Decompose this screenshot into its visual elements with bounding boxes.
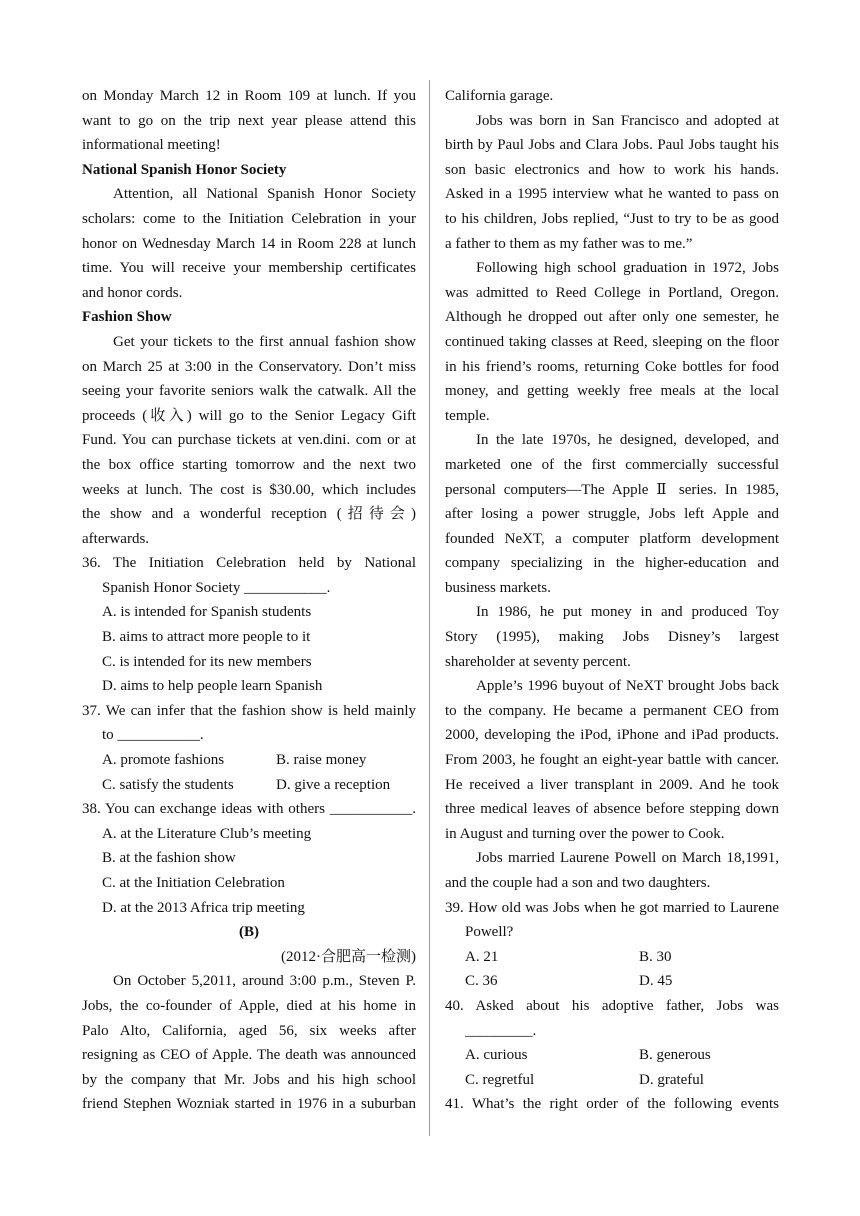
option-a-text: A. promote fashions [102,752,225,769]
left-column-line: A. at the Literature Club’s meeting [102,825,312,842]
left-column-line: on March 25 at 3:00 in the Conservatory. Don’t miss [82,358,416,375]
right-column-line: Story (1995), making Jobs Disney’s largest [445,629,779,646]
left-column-line: Jobs, the co-founder of Apple, died at his home in [82,997,416,1014]
option-b-text: D. give a reception [276,776,391,793]
right-column-line: in August and turning over the power to Cook. [445,825,725,842]
option-a-text: A. 21 [465,948,499,965]
left-column-line: the box office starting tomorrow and the next two [82,456,416,473]
left-column-line: C. at the Initiation Celebration [102,875,285,891]
left-column-line: C. is intended for its new members [102,653,312,670]
option-b-text: B. raise money [276,752,367,769]
right-column-line [445,969,779,994]
right-column-line: money, and getting weekly free meals at the local [445,383,779,400]
left-column-line: Palo Alto, California, aged 56, six weeks after [82,1022,416,1039]
right-column-line: shareholder at seventy percent. [445,653,631,670]
right-column-line: company specializing in the higher-education and [445,555,779,572]
option-a-text: C. satisfy the students [102,776,234,793]
right-column-line: to the company. He became a permanent CEO from [445,702,779,719]
option-b-text: D. grateful [639,1071,704,1088]
left-column-line: afterwards. [82,530,150,547]
left-column-line: D. at the 2013 Africa trip meeting [102,899,305,916]
column-divider [429,80,430,1136]
right-column-line [445,1043,779,1068]
right-column-line: three medical leaves of absence before stepping down [445,801,779,818]
right-column-line: 39. How old was Jobs when he got married to Laurene [445,899,779,916]
left-column-line: time. You will receive your membership certificates [82,260,416,277]
left-column-line: to ___________. [102,727,204,744]
option-a-text: C. regretful [465,1071,535,1088]
right-column-line: He received a liver transplant in 2009. And he took [445,776,779,793]
left-column-line: on Monday March 12 in Room 109 at lunch. If you [82,88,416,104]
left-column-line: and honor cords. [82,284,183,301]
right-column-line: founded NeXT, a computer platform development [445,530,779,547]
right-column-line: in his friend’s rooms, returning Coke bottles for food [445,358,779,375]
option-b-text: D. 45 [639,973,673,990]
left-column-line: Spanish Honor Society ___________. [102,579,331,596]
left-column [82,84,416,1117]
left-column-line: informational meeting! [82,137,221,154]
right-column-line: Jobs was born in San Francisco and adopted at [476,112,779,129]
left-column-line: honor on Wednesday March 14 in Room 228 at lunch [82,235,416,252]
left-column-line [82,748,416,773]
right-column-line: a father to them as my father was to me.” [445,235,693,252]
left-column-line: D. aims to help people learn Spanish [102,678,323,695]
right-column-line: Powell? [465,924,514,941]
right-column-line [445,945,779,970]
left-column-line: Fund. You can purchase tickets at ven.dini. com or at [82,432,416,449]
left-column-line: 37. We can infer that the fashion show is held mainly [82,702,416,719]
right-column-line: From 2003, he fought an eight-year battle with cancer. [445,752,779,769]
right-column-line: business markets. [445,579,551,596]
left-column-line: 38. You can exchange ideas with others ___________. [82,801,416,818]
right-column-line [445,1068,779,1093]
right-column-line: 41. What’s the right order of the following events [445,1096,779,1113]
left-column-line: (B) [239,924,259,941]
left-column-line: resigning as CEO of Apple. The death was announced [82,1047,416,1064]
right-column-line: birth by Paul Jobs and Clara Jobs. Paul Jobs taught his [445,137,779,154]
left-column-line: Attention, all National Spanish Honor Society [113,186,416,203]
left-column-line: by the company that Mr. Jobs and his high school [82,1071,416,1088]
left-column-line: B. aims to attract more people to it [102,629,311,646]
left-column-line: friend Stephen Wozniak started in 1976 in a suburban [82,1096,416,1113]
right-column-line: 40. Asked about his adoptive father, Jobs was [445,997,779,1014]
left-column-line: B. at the fashion show [102,850,236,867]
right-column [445,84,779,1117]
option-a-text: C. 36 [465,973,498,990]
right-column-line: In 1986, he put money in and produced Toy [476,604,779,621]
right-column-line: In the late 1970s, he designed, developed, and [476,432,779,449]
right-column-line: Jobs married Laurene Powell on March 18,1991, [476,850,779,867]
option-b-text: B. generous [639,1047,711,1064]
left-column-line: proceeds (收入) will go to the Senior Legacy Gift [82,407,416,424]
right-column-line: and the couple had a son and two daughters. [445,875,711,891]
left-column-line: seeing your favorite seniors walk the catwalk. All the [82,383,416,400]
right-column-line: California garage. [445,88,554,104]
option-a-text: A. curious [465,1047,528,1064]
right-column-line: to his children, Jobs replied, “Just to try to be as good [445,210,779,227]
left-column-line: Get your tickets to the first annual fashion show [113,333,416,350]
right-column-line: Asked in a 1995 interview what he wanted to pass on [445,186,779,203]
left-column-line: A. is intended for Spanish students [102,604,312,621]
left-column-line: scholars: come to the Initiation Celebration in your [82,210,416,227]
left-column-line: 36. The Initiation Celebration held by National [82,555,416,572]
right-column-line: personal computers—The Apple Ⅱ series. In 1985, [445,481,779,498]
right-column-line: continued taking classes at Reed, sleeping on the floor [445,333,779,350]
left-column-line: On October 5,2011, around 3:00 p.m., Steven P. [113,973,416,990]
right-column-line: after losing a power struggle, Jobs left Apple and [445,506,779,523]
left-column-line: the show and a wonderful reception (招待会) [82,506,416,523]
right-column-line: was admitted to Reed College in Portland, Oregon. [445,284,779,301]
right-column-line: Following high school graduation in 1972, Jobs [476,260,779,277]
right-column-line: _________. [465,1022,537,1039]
left-column-line: National Spanish Honor Society [82,161,287,178]
right-column-line: 2000, developing the iPod, iPhone and iPad products. [445,727,779,744]
left-column-line: weeks at lunch. The cost is $30.00, which includes [82,481,416,498]
right-column-line: Apple’s 1996 buyout of NeXT brought Jobs back [476,678,779,695]
left-column-line: (2012·合肥高一检测) [281,948,416,965]
right-column-line: Although he dropped out after only one semester, he [445,309,779,326]
option-b-text: B. 30 [639,948,672,965]
left-column-line [82,773,416,798]
right-column-line: marketed one of the first commercially successful [445,456,779,473]
right-column-line: son basic electronics and how to work his hands. [445,161,779,178]
right-column-line: temple. [445,407,490,424]
left-column-line: want to go on the trip next year please attend this [82,112,416,129]
left-column-line: Fashion Show [82,309,172,326]
